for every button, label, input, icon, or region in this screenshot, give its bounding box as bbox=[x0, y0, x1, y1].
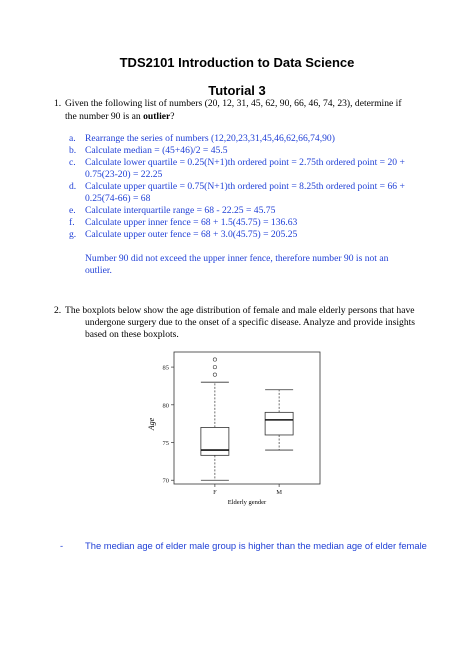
q2-number: 2. bbox=[54, 305, 62, 316]
y-tick-label-70: 70 bbox=[162, 477, 169, 485]
q1-text-pre: the number 90 is an bbox=[65, 111, 144, 122]
answer-d-line1: Calculate upper quartile = 0.75(N+1)th ordered point = 8.25th ordered point = 66 + bbox=[85, 181, 405, 192]
answer-g-mark: g. bbox=[69, 229, 77, 240]
q1-text-post: ? bbox=[170, 111, 175, 122]
answer-f-line1: Calculate upper inner fence = 68 + 1.5(45.75) = 136.63 bbox=[85, 217, 298, 228]
x-tick-label-f: F bbox=[213, 489, 217, 496]
conclusion-line2: outlier. bbox=[85, 265, 112, 276]
answer-a-line1: Rearrange the series of numbers (12,20,23,31,45,46,62,66,74,90) bbox=[85, 133, 335, 144]
box-f-iqr bbox=[201, 427, 229, 455]
q2-line2: undergone surgery due to the onset of a specific disease. Analyze and provide insights bbox=[85, 317, 416, 328]
answer-c-line2: 0.75(23-20) = 22.25 bbox=[85, 169, 163, 180]
boxplot-chart bbox=[140, 346, 330, 511]
answer-g-line1: Calculate upper outer fence = 68 + 3.0(45.75) = 205.25 bbox=[85, 229, 298, 240]
conclusion-line1: Number 90 did not exceed the upper inner fence, therefore number 90 is not an bbox=[85, 253, 389, 264]
answer-e-mark: e. bbox=[69, 205, 76, 216]
plot-frame bbox=[174, 352, 320, 484]
x-axis-label: Elderly gender bbox=[227, 499, 267, 506]
answer-d-mark: d. bbox=[69, 181, 77, 192]
q1-outlier-word: outlier bbox=[143, 111, 171, 122]
q2-line3: based on these boxplots. bbox=[85, 329, 179, 340]
box-f-outlier-0 bbox=[213, 373, 216, 376]
answer-b-line1: Calculate median = (45+46)/2 = 45.5 bbox=[85, 145, 228, 156]
answer-a-mark: a. bbox=[69, 133, 76, 144]
q1-text-line1: Given the following list of numbers (20, 12, 31, 45, 62, 90, 66, 46, 74, 23), determine if bbox=[65, 98, 402, 109]
q1-number: 1. bbox=[54, 98, 62, 109]
y-tick-label-80: 80 bbox=[162, 402, 169, 410]
q1-text-line2 bbox=[65, 111, 175, 123]
box-f-outlier-1 bbox=[213, 365, 216, 368]
answer-b-mark: b. bbox=[69, 145, 77, 156]
x-tick-label-m: M bbox=[276, 489, 283, 496]
box-f-outlier-2 bbox=[213, 358, 216, 361]
answer-f-mark: f. bbox=[69, 217, 75, 228]
q2-answer: The median age of elder male group is higher than the median age of elder female bbox=[85, 540, 427, 551]
course-title: TDS2101 Introduction to Data Science bbox=[119, 55, 355, 70]
y-tick-label-85: 85 bbox=[162, 364, 169, 372]
q2-answer-mark: - bbox=[60, 540, 64, 551]
answer-e-line1: Calculate interquartile range = 68 - 22.25 = 45.75 bbox=[85, 205, 276, 216]
q2-line1: The boxplots below show the age distribution of female and male elderly persons that have bbox=[65, 305, 415, 316]
answer-c-mark: c. bbox=[69, 157, 76, 168]
answer-c-line1: Calculate lower quartile = 0.25(N+1)th ordered point = 2.75th ordered point = 20 + bbox=[85, 157, 405, 168]
tutorial-title: Tutorial 3 bbox=[208, 83, 266, 98]
answer-d-line2: 0.25(74-66) = 68 bbox=[85, 193, 151, 204]
y-axis-label: Age bbox=[147, 417, 156, 431]
box-m-iqr bbox=[265, 412, 293, 435]
y-tick-label-75: 75 bbox=[162, 440, 169, 448]
